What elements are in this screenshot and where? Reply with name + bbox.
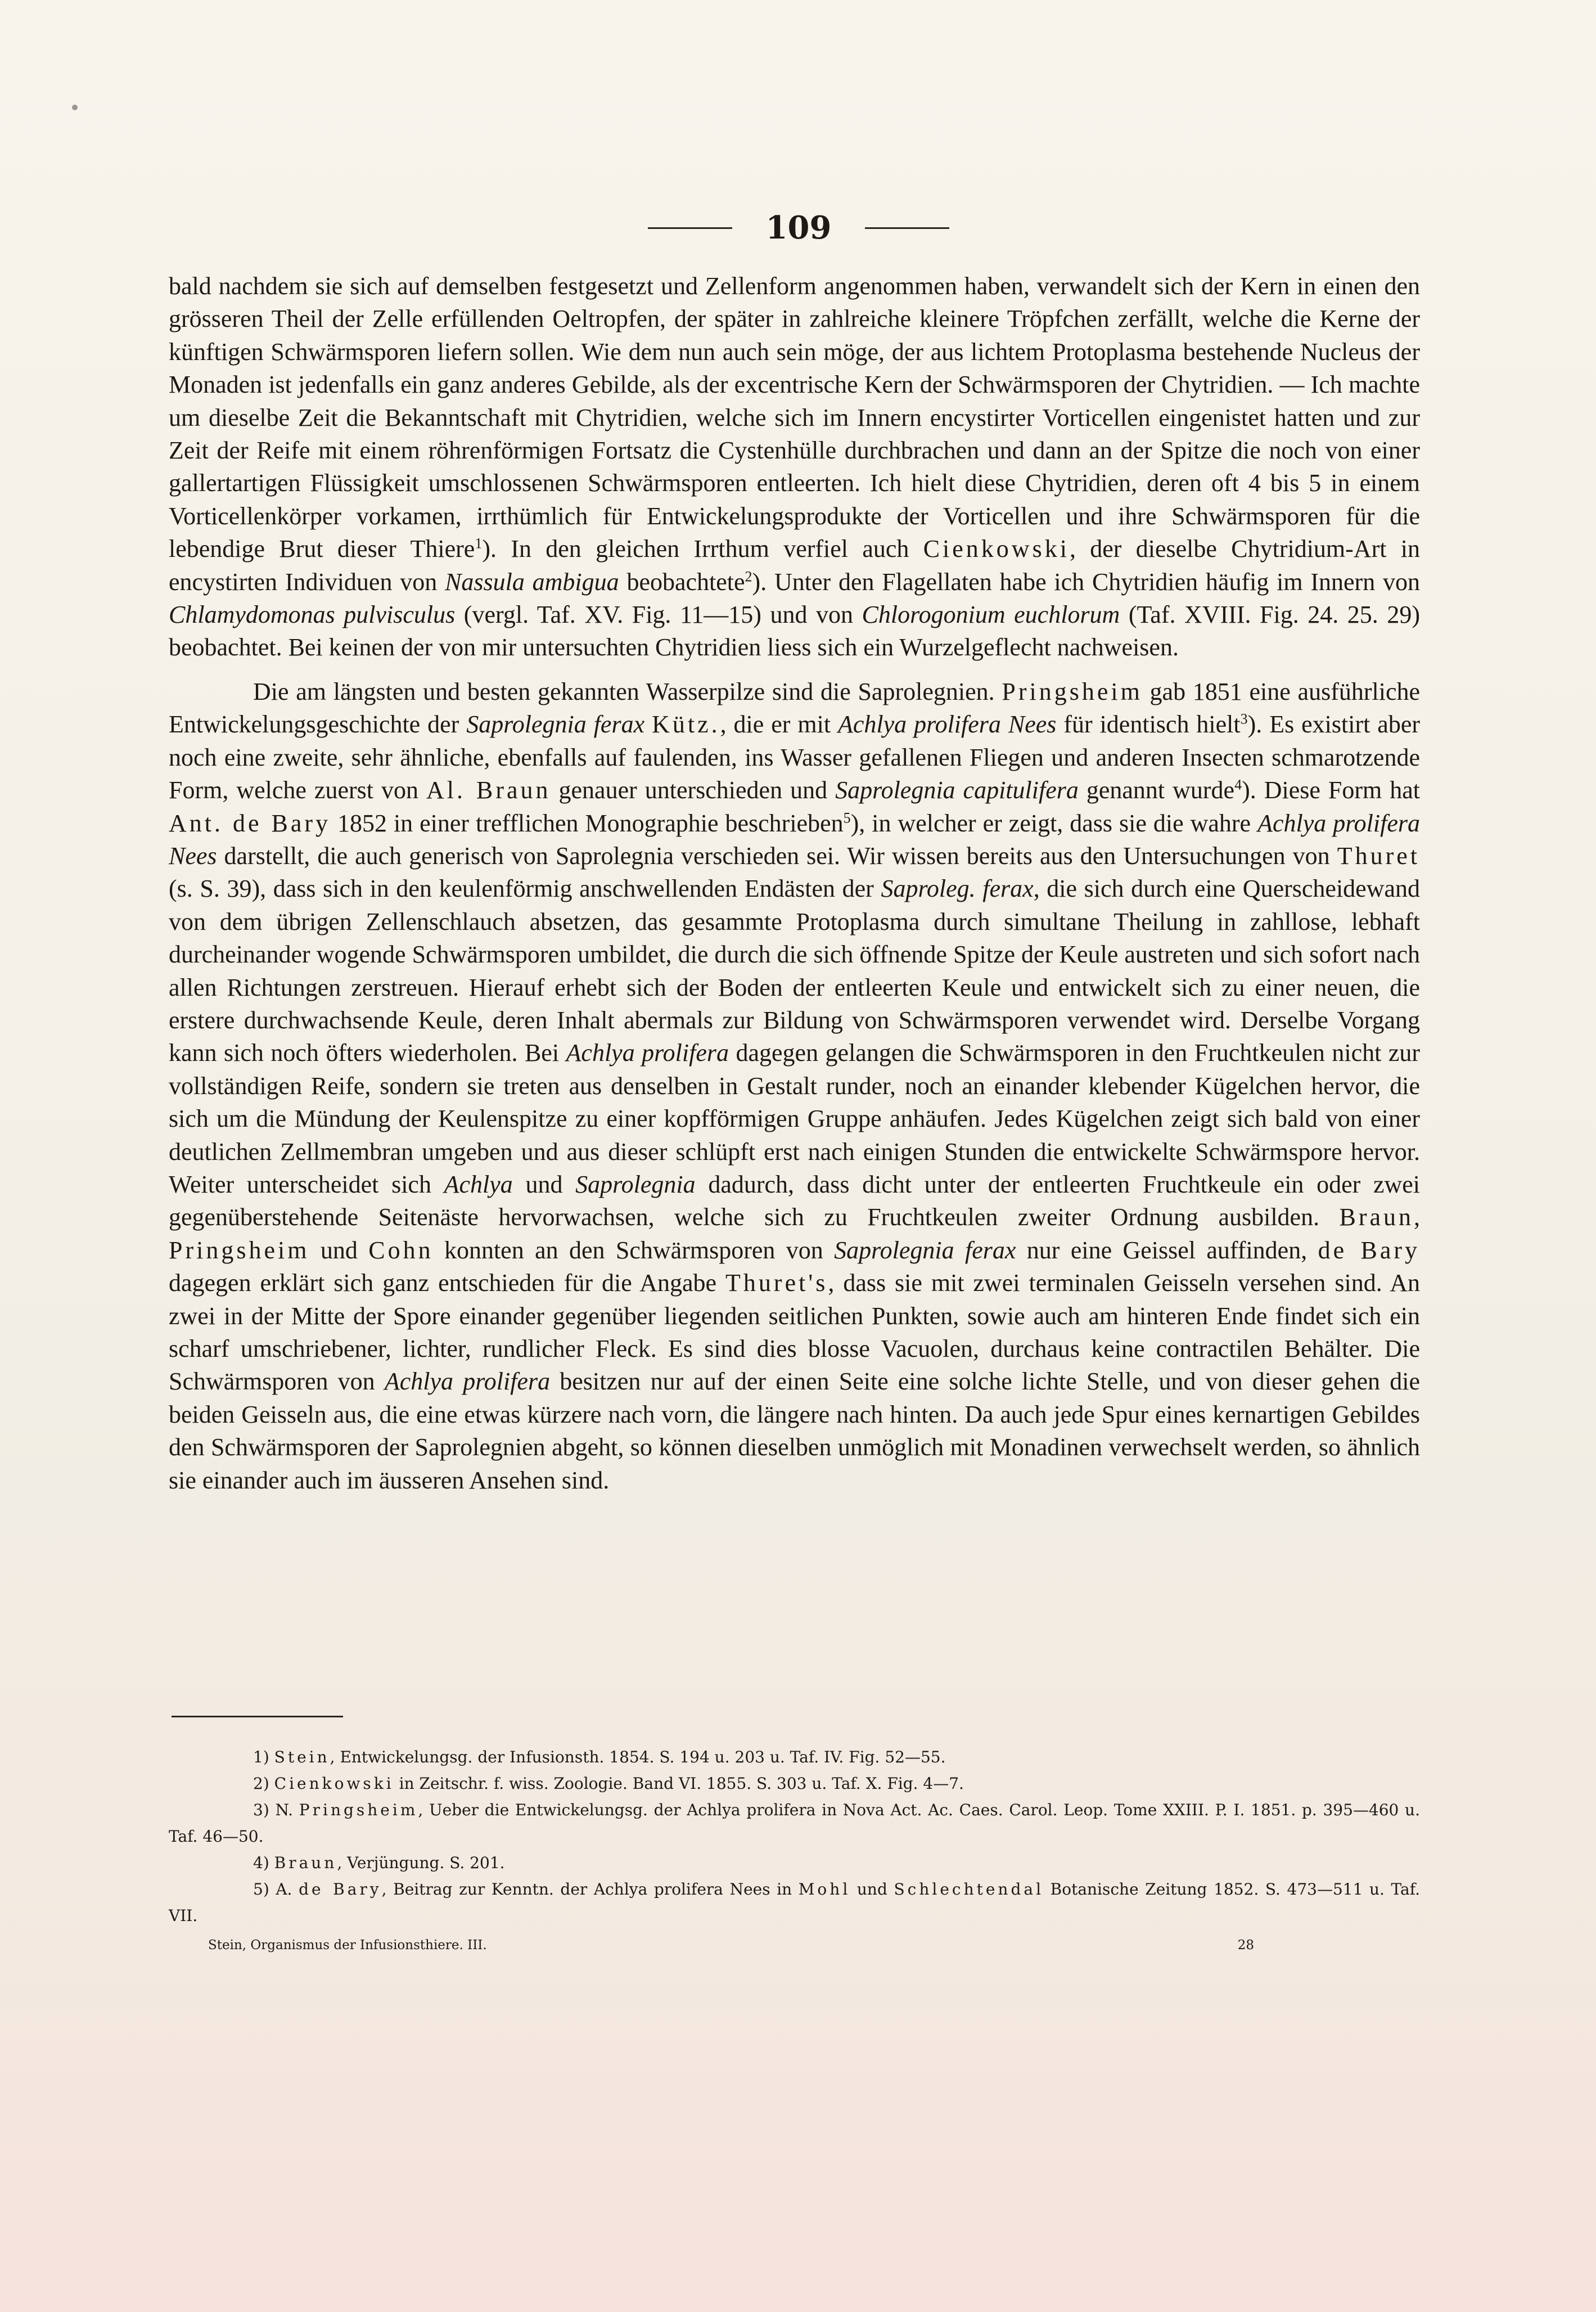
species-name: Saprolegnia ferax xyxy=(466,710,645,739)
text-run: (vergl. Taf. XV. Fig. 11—15) und von xyxy=(455,601,862,629)
footnote-ref: 1 xyxy=(475,535,483,552)
footnote-5 xyxy=(169,1876,1420,1929)
text-run: genannt wurde xyxy=(1078,776,1235,804)
author-name: Cohn xyxy=(368,1236,434,1264)
text-run: 1852 in einer trefflichen Monographie beschrieben xyxy=(331,809,844,837)
footnote-ref: 3 xyxy=(1240,710,1248,727)
footnote-ref: 2 xyxy=(745,568,752,584)
author-name: Cienkowski xyxy=(274,1774,394,1793)
author-name: Stein xyxy=(274,1748,330,1766)
footnote-ref: 5 xyxy=(843,809,851,826)
text-run: ). Diese Form hat xyxy=(1242,776,1421,804)
author-name: Kütz. xyxy=(652,710,720,739)
author-name: Ant. de Bary xyxy=(169,809,331,837)
body-text xyxy=(169,270,1420,1497)
text-run: Die am längsten und besten gekannten Wasserpilze sind die Saprolegnien. xyxy=(253,677,1002,705)
footnote-text: , Verjüngung. S. 201. xyxy=(337,1854,505,1872)
species-name: Saproleg. ferax xyxy=(881,875,1034,903)
footnote-number: 4) xyxy=(253,1854,274,1872)
signature-mark: 28 xyxy=(1237,1938,1254,1953)
species-name: Chlamydomonas pulvisculus xyxy=(169,601,456,629)
text-run: dagegen erklärt sich ganz entschieden für die Angabe xyxy=(169,1269,726,1297)
printer-signature xyxy=(208,1938,1254,1953)
text-run: darstellt, die auch generisch von Saprolegnia verschieden sei. Wir wissen bereits aus den Untersuchungen von xyxy=(217,842,1337,870)
author-name: Thuret's xyxy=(725,1269,828,1297)
author-name: Mohl xyxy=(798,1880,851,1899)
text-run: dagegen gelangen die Schwärmsporen in den Fruchtkeulen nicht zur vollständigen Reife, sondern sie treten aus denselben in Gestalt runder, noch an einander klebender Kügelchen hervor, die sich um die Mündung der Keulenspitze zu einer kopfförmigen Gruppe anhäufen. Jedes Kügelchen zeigt sich bald von einer deutlichen Zellmembran umgeben und aus dieser schlüpft erst nach einigen Stunden die entwickelte Schwärmspore hervor. Weiter unterscheidet sich xyxy=(169,1039,1420,1198)
footnote-2 xyxy=(169,1770,1420,1797)
text-run: gab 1851 eine ausführliche Entwickelungsgeschichte der xyxy=(169,677,1421,739)
species-name: Achlya prolifera xyxy=(566,1039,729,1067)
footnote-text: , Beitrag zur Kenntn. der Achlya prolifera Nees in xyxy=(381,1880,799,1899)
text-run: ), in welcher er zeigt, dass sie die wahre xyxy=(850,809,1258,837)
text-run: dadurch, dass dicht unter der entleerten Fruchtkeule ein oder zwei gegenüberstehende Seitenäste hervorwachsen, welche sich zu Fruchtkeulen zweiter Ordnung ausbilden. xyxy=(169,1170,1421,1231)
author-name: Al. Braun xyxy=(426,776,551,804)
paragraph-chytridien xyxy=(169,270,1420,664)
author-name: Pringsheim xyxy=(1002,677,1143,705)
author-name: de Bary xyxy=(1318,1236,1421,1264)
species-name: Chlorogonium euchlorum xyxy=(862,601,1120,629)
text-run: ). In den gleichen Irrthum verfiel auch xyxy=(482,535,923,563)
text-run: für identisch hielt xyxy=(1056,710,1241,739)
author-name: Thuret xyxy=(1337,842,1420,870)
footnote-number: 2) xyxy=(253,1774,274,1793)
page-header xyxy=(647,208,950,248)
author-name: de Bary xyxy=(299,1880,382,1899)
text-run: (s. S. 39), dass sich in den keulenförmig anschwellenden Endästen der xyxy=(169,875,881,903)
species-name: Nassula ambigua xyxy=(445,568,619,596)
species-name: Saprolegnia capitulifera xyxy=(835,776,1079,804)
text-run: , der dieselbe Chytridium-Art in encystirten Individuen von xyxy=(169,535,1420,596)
footnote-number: 3) N. xyxy=(253,1801,299,1819)
text-run: , dass sie mit zwei terminalen Geisseln versehen sind. An zwei in der Mitte der Spore einander gegenüber liegenden seitlichen Punkten, sowie auch am hinteren Ende findet sich ein scharf umschriebener, lichter, rundlicher Fleck. Es sind dies blosse Vacuolen, durchaus keine contractilen Behälter. Die Schwärmsporen von xyxy=(169,1269,1420,1396)
species-name: Achlya prolifera xyxy=(384,1368,551,1396)
text-run: , die er mit xyxy=(720,710,838,739)
header-rule-right xyxy=(865,227,949,229)
author-name: Pringsheim xyxy=(169,1236,310,1264)
text-run: besitzen nur auf der einen Seite eine solche lichte Stelle, und von dieser gehen die beiden Geisseln aus, die eine etwas kürzere nach vorn, die längere nach hinten. Da auch jede Spur eines kernartigen Gebildes den Schwärmsporen der Saprolegnien abgeht, so können dieselben unmöglich mit Monadinen verwechselt werden, so ähnlich sie einander auch im äusseren Ansehen sind. xyxy=(169,1368,1420,1494)
species-name: Achlya xyxy=(444,1170,513,1198)
text-run: ). Unter den Flagellaten habe ich Chytridien häufig im Innern von xyxy=(752,568,1420,596)
species-name: Saprolegnia xyxy=(575,1170,696,1198)
author-name: Braun xyxy=(1339,1203,1414,1231)
species-name: Saprolegnia ferax xyxy=(834,1236,1016,1264)
author-name: Braun xyxy=(274,1854,337,1872)
text-run: bald nachdem sie sich auf demselben festgesetzt und Zellenform angenommen haben, verwandelt sich der Kern in einen den grösseren Theil der Zelle erfüllenden Oeltropfen, der später in zahlreiche kleinere Tröpfchen zerfällt, welche die Kerne der künftigen Schwärmsporen liefern sollen. Wie dem nun auch sein möge, der aus lichtem Protoplasma bestehende Nucleus der Monaden ist jedenfalls ein ganz anderes Gebilde, als der excentrische Kern der Schwärmsporen der Chytridien. — Ich machte um dieselbe Zeit die Bekanntschaft mit Chytridien, welche sich im Innern encystirter Vorticellen eingenistet hatten und zur Zeit der Reife mit einem röhrenförmigen Fortsatz die Cystenhülle durchbrachen und dann an der Spitze die noch von einer gallertartigen Flüssigkeit umschlossenen Schwärmsporen entleerten. Ich hielt diese Chytridien, deren oft 4 bis 5 in einem Vorticellenkörper vorkamen, irrthümlich für Entwickelungsprodukte der Vorticellen und ihre Schwärmsporen für die lebendige Brut dieser Thiere xyxy=(169,272,1420,563)
signature-title: Stein, Organismus der Infusionsthiere. III. xyxy=(208,1938,487,1953)
species-name: Achlya prolifera Nees xyxy=(837,710,1057,739)
text-run: und xyxy=(512,1170,576,1198)
paragraph-saprolegnien xyxy=(169,676,1420,1497)
text-run: konnten an den Schwärmsporen von xyxy=(433,1236,835,1264)
paper-speck xyxy=(72,105,78,110)
page-number: 109 xyxy=(765,209,832,246)
footnote-3 xyxy=(169,1797,1420,1850)
footnote-number: 1) xyxy=(253,1748,274,1766)
author-name: Schlechtendal xyxy=(894,1880,1044,1899)
header-rule-left xyxy=(648,227,732,229)
footnote-number: 5) A. xyxy=(253,1880,299,1899)
footnote-1 xyxy=(169,1744,1420,1770)
footnote-text: , Entwickelungsg. der Infusionsth. 1854. S. 194 u. 203 u. Taf. IV. Fig. 52—55. xyxy=(330,1748,946,1766)
text-run: ). Es existirt aber noch eine zweite, sehr ähnliche, ebenfalls auf faulenden, ins Wasser gefallenen Fliegen und anderen Insecten schmarotzende Form, welche zuerst von xyxy=(169,710,1420,804)
footnote-text: Botanische Zeitung 1852. S. 473—511 u. Taf. VII. xyxy=(169,1880,1420,1925)
text-run: (Taf. XVIII. Fig. 24. 25. 29) beobachtet. Bei keinen der von mir untersuchten Chytridien liess sich ein Wurzelgeflecht nachweisen. xyxy=(169,601,1420,662)
footnote-ref: 4 xyxy=(1234,776,1242,793)
text-run: beobachtete xyxy=(619,568,745,596)
footnote-4 xyxy=(169,1850,1420,1876)
footnote-separator xyxy=(172,1716,343,1717)
text-run: , xyxy=(1414,1203,1420,1231)
author-name: Pringsheim xyxy=(299,1801,418,1819)
author-name: Cienkowski xyxy=(923,535,1070,563)
species-name: Achlya prolifera Nees xyxy=(169,809,1421,870)
footnotes xyxy=(169,1744,1420,1929)
footnote-text: und xyxy=(850,1880,894,1899)
footnote-text: in Zeitschr. f. wiss. Zoologie. Band VI. 1855. S. 303 u. Taf. X. Fig. 4—7. xyxy=(394,1774,964,1793)
text-run: , die sich durch eine Querscheidewand von dem übrigen Zellenschlauch absetzen, das gesammte Protoplasma durch simultane Theilung in zahllose, lebhaft durcheinander wogende Schwärmsporen umbildet, die durch die sich öffnende Spitze der Keule austreten und sich sofort nach allen Richtungen zerstreuen. Hierauf erhebt sich der Boden der entleerten Keule und entwickelt sich zu einer neuen, die erstere durchwachsende Keule, deren Inhalt abermals zur Bildung von Schwärmsporen verwendet wird. Derselbe Vorgang kann sich noch öfters wiederholen. Bei xyxy=(169,875,1421,1067)
text-run: und xyxy=(309,1236,369,1264)
text-run: genauer unterschieden und xyxy=(551,776,836,804)
footnote-text: , Ueber die Entwickelungsg. der Achlya prolifera in Nova Act. Ac. Caes. Carol. Leop. Tome XXIII. P. I. 1851. p. 395—460 u. Taf. 46—50. xyxy=(169,1801,1420,1846)
text-run: nur eine Geissel auffinden, xyxy=(1016,1236,1318,1264)
